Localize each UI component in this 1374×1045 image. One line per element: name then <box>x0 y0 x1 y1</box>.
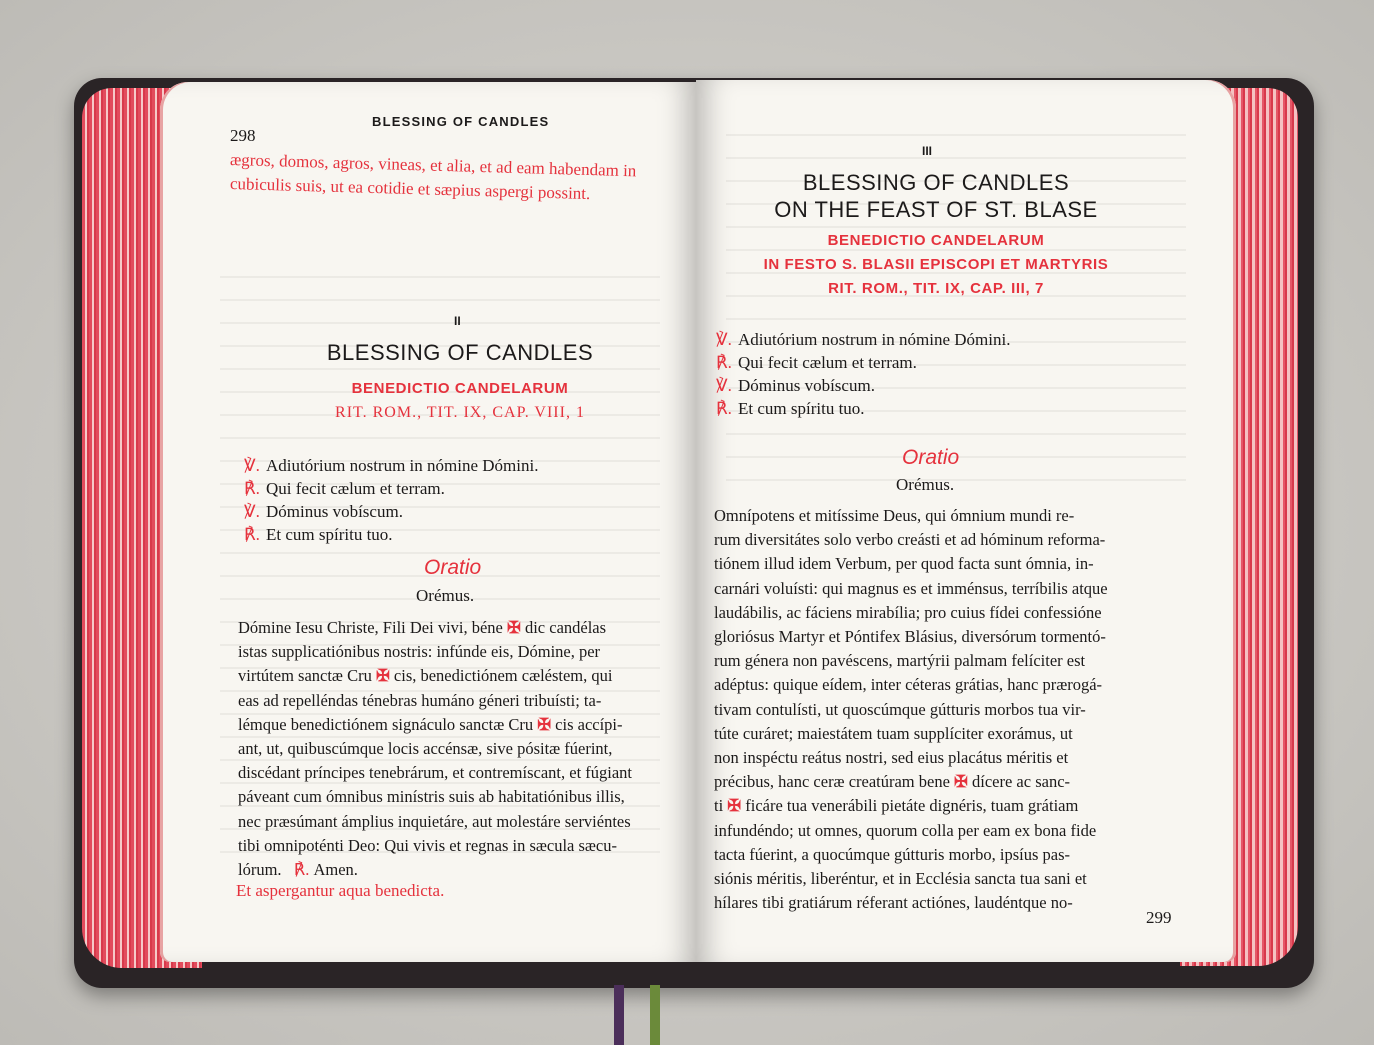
versicle-text: Dóminus vobíscum. <box>266 502 403 521</box>
prayer-line: Dómine Iesu Christe, Fili Dei vivi, béne ✠ dic candélas <box>238 618 607 637</box>
prayer-line: ti ✠ ficáre tua venerábili pietáte dignéris, tuam grátiam <box>714 796 1079 816</box>
versicle-text: Dóminus vobíscum. <box>738 376 875 395</box>
prayer-line: istas supplicatiónibus nostris: infúnde eis, Dómine, per <box>238 642 601 662</box>
prayer-line: eas ad repelléndas ténebras humáno géneri tribuísti; ta- <box>238 690 602 710</box>
prayer-line: rum génera non pavéscens, martýrii palmam felíciter est <box>714 651 1086 671</box>
left-page <box>160 82 696 962</box>
right-page <box>696 80 1236 962</box>
prayer-line: précibus, hanc ceræ creatúram bene ✠ dícere ac sanc- <box>714 772 1071 792</box>
response-symbol: ℟. <box>716 353 732 372</box>
amen: Amen. <box>313 860 358 880</box>
prayer-line: lémque benedictiónem signáculo sanctæ Cru ✠ cis accípi- <box>238 714 623 734</box>
prayer-line: hílares tibi gratiárum réferant actiónes, laudéntque no- <box>714 893 1073 913</box>
versicle-symbol: ℣. <box>244 456 260 475</box>
page-number: 299 <box>1146 908 1172 927</box>
response-1 <box>716 351 917 374</box>
ribbon-bookmark-purple <box>614 985 624 1045</box>
latin-subtitle: IN FESTO S. BLASII EPISCOPI ET MARTYRIS <box>763 256 1109 273</box>
cross-icon: ✠ <box>954 772 968 792</box>
page-number: 298 <box>230 126 256 145</box>
prayer-line: Omnípotens et mitíssime Deus, qui ómnium mundi re- <box>714 506 1075 525</box>
prayer-line: nec præsúmant ámplius inquietáre, aut molestáre serviéntes <box>238 811 631 831</box>
versicle-text: Adiutórium nostrum in nómine Dómini. <box>738 330 1011 349</box>
response-symbol: ℟. <box>244 479 260 498</box>
ribbon-bookmark-green <box>650 985 660 1045</box>
response-1 <box>244 477 445 500</box>
versicle-text: Adiutórium nostrum in nómine Dómini. <box>266 456 539 475</box>
response-2 <box>716 397 865 420</box>
section-title: BLESSING OF CANDLES <box>326 340 594 365</box>
versicle-symbol: ℣. <box>716 330 732 349</box>
prayer-line: páveant cum ómnibus minístris suis ab habitatiónibus illis, <box>238 787 625 807</box>
rubric-reference: RIT. ROM., TIT. IX, CAP. III, 7 <box>828 280 1044 297</box>
prayer-line: tibi omnipoténti Deo: Qui vivis et regnas in sæcula sæcu- <box>238 835 617 855</box>
closing-rubric: Et aspergantur aqua benedicta. <box>236 881 445 900</box>
response-2 <box>244 523 393 546</box>
versicle-symbol: ℣. <box>716 376 732 395</box>
prayer-text <box>238 616 678 882</box>
prayer-line: virtútem sanctæ Cru ✠ cis, benedictiónem cæléstem, qui <box>238 666 613 686</box>
prayer-line: túte curáret; maiestátem tuam supplíciter exorámus, ut <box>714 723 1073 743</box>
section-number: III <box>922 144 933 158</box>
response-text: Qui fecit cælum et terram. <box>266 479 445 498</box>
cross-icon: ✠ <box>727 796 742 816</box>
oremus: Orémus. <box>896 475 955 494</box>
cross-icon: ✠ <box>507 618 521 637</box>
prayer-line: non inspéctu reátus nostri, sed eius placátus méritis et <box>714 748 1069 768</box>
prayer-line: infundéndo; ut omnes, quorum colla per eam ex bona fide <box>714 820 1097 840</box>
prayer-line: laudábilis, ac fáciens mirabília; pro cuius fídei confessióne <box>714 602 1102 622</box>
versicle-1 <box>716 328 1010 351</box>
prayer-line: ant, ut, quibuscúmque locis accénsæ, sive pósitæ fúerint, <box>238 739 613 759</box>
versicle-1 <box>244 454 538 477</box>
oratio-heading: Oratio <box>424 556 482 579</box>
latin-title: BENEDICTIO CANDELARUM <box>827 232 1045 249</box>
response-symbol: ℟. <box>716 399 732 418</box>
prayer-line: adéptus: quique eídem, inter céteras grátias, hanc prærogá- <box>714 675 1103 695</box>
prayer-end: lórum. <box>238 860 282 880</box>
cross-icon: ✠ <box>537 714 552 734</box>
versicle-2 <box>716 374 875 397</box>
versicle-symbol: ℣. <box>244 502 260 521</box>
prayer-line: rum diversitátes solo verbo creásti et ad hóminum reforma- <box>714 530 1106 550</box>
prayer-line: tacta fúerint, a quocúmque gútturis morbo, ipsíus pas- <box>714 844 1071 864</box>
oremus: Orémus. <box>416 586 475 605</box>
carryover-line-1: ægros, domos, agros, vineas, et alia, et ad eam habendam in <box>229 150 637 181</box>
section-number: II <box>454 314 461 328</box>
prayer-line: carnári voluísti: qui magnus es et imménsus, terríbilis atque <box>714 578 1108 598</box>
carryover-line-2: cubiculis suis, ut ea cotidie et sæpius aspergi possint. <box>229 174 591 204</box>
oratio-heading: Oratio <box>902 446 960 469</box>
prayer-line: tivam contulísti, ut quoscúmque gútturis morbos tua vir- <box>714 699 1086 719</box>
response-text: Qui fecit cælum et terram. <box>738 353 917 372</box>
response-symbol: ℟. <box>244 525 260 544</box>
response-text: Et cum spíritu tuo. <box>738 399 865 418</box>
prayer-line: siónis méritis, liberéntur, et in Ecclésia sancta tua sani et <box>714 869 1087 889</box>
versicle-2 <box>244 500 403 523</box>
prayer-line: tiónem illud idem Verbum, per quod facta sunt ómnia, in- <box>714 554 1094 574</box>
response-text: Et cum spíritu tuo. <box>266 525 393 544</box>
section-title-line-2: ON THE FEAST OF ST. BLASE <box>774 197 1098 222</box>
rubric-reference: RIT. ROM., TIT. IX, CAP. VIII, 1 <box>335 404 585 421</box>
running-head: BLESSING OF CANDLES <box>372 114 550 129</box>
cross-icon: ✠ <box>375 666 390 686</box>
response-symbol: ℟. <box>293 860 310 880</box>
prayer-text <box>714 504 1174 915</box>
latin-title: BENEDICTIO CANDELARUM <box>351 380 569 397</box>
prayer-line: discédant príncipes tenebrárum, et contremíscant, et fúgiant <box>238 763 633 783</box>
section-title-line-1: BLESSING OF CANDLES <box>802 170 1070 195</box>
prayer-line: gloriósus Martyr et Póntifex Blásius, diversórum tormentó- <box>714 627 1106 647</box>
